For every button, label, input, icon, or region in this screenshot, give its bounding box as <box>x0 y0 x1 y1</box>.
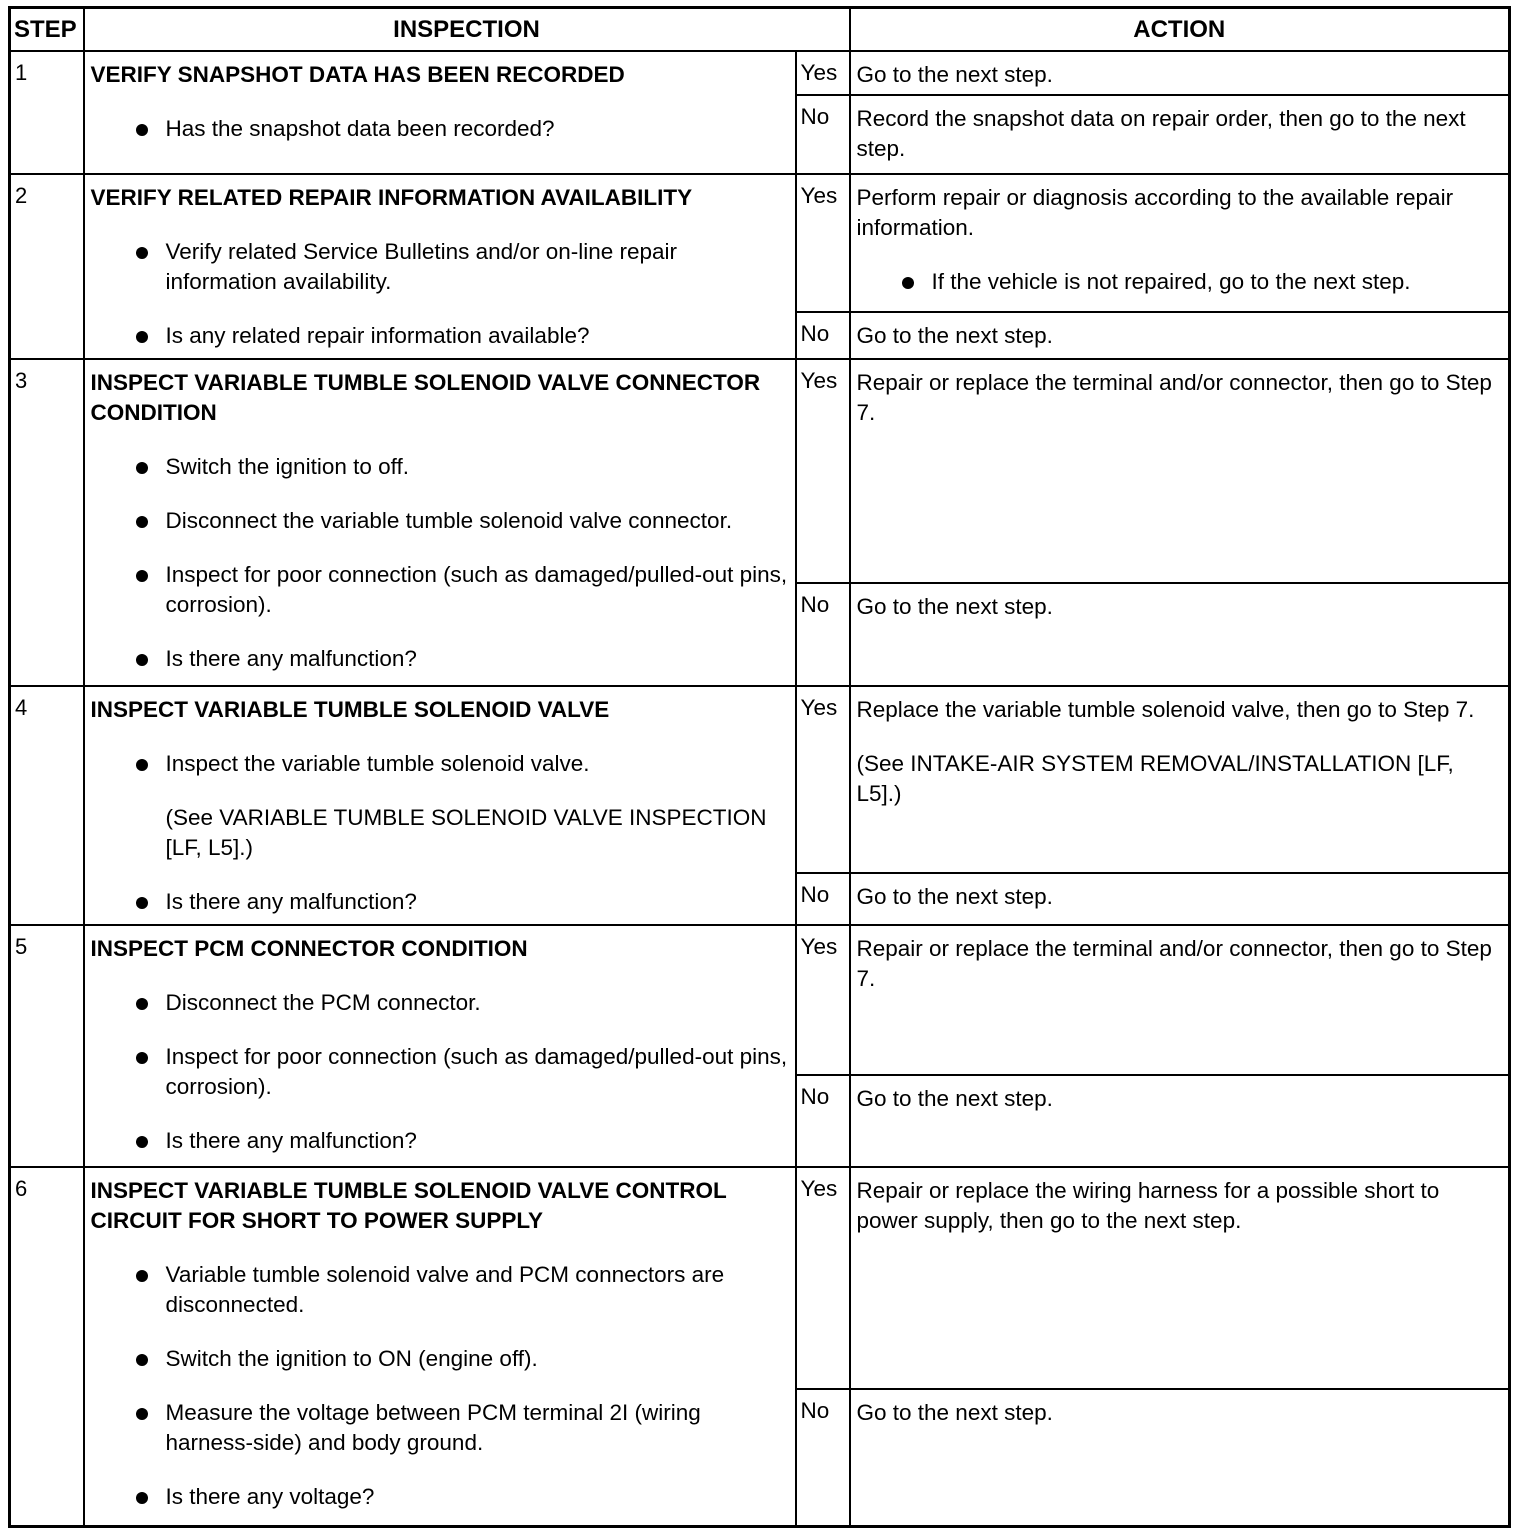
no-label: No <box>796 312 850 359</box>
inspection-bullet: Is there any malfunction? <box>91 644 789 674</box>
step-number: 4 <box>10 686 84 925</box>
inspection-bullet: Switch the ignition to ON (engine off). <box>91 1344 789 1374</box>
step-number: 5 <box>10 925 84 1167</box>
yes-action: Repair or replace the terminal and/or connector, then go to Step 7. <box>850 359 1510 583</box>
inspection-title: VERIFY RELATED REPAIR INFORMATION AVAILABILITY <box>90 185 693 211</box>
inspection-bullets <box>91 887 789 917</box>
yes-action-bullet: If the vehicle is not repaired, go to the next step. <box>857 267 1501 297</box>
inspection-bullets <box>91 237 789 351</box>
yes-action: Perform repair or diagnosis according to the available repair information. <box>856 185 1454 241</box>
inspection-bullet: Inspect for poor connection (such as damaged/pulled-out pins, corrosion). <box>91 560 789 620</box>
yes-action: Repair or replace the terminal and/or connector, then go to Step 7. <box>850 925 1510 1075</box>
inspection-bullets <box>91 749 789 779</box>
no-action: Go to the next step. <box>850 873 1510 925</box>
inspection-note: (See VARIABLE TUMBLE SOLENOID VALVE INSPECTION [LF, L5].) <box>165 804 767 860</box>
no-action: Record the snapshot data on repair order, then go to the next step. <box>850 95 1510 174</box>
inspection-title: VERIFY SNAPSHOT DATA HAS BEEN RECORDED <box>90 62 625 87</box>
yes-action: Go to the next step. <box>850 51 1510 95</box>
inspection-bullet: Has the snapshot data been recorded? <box>91 114 789 144</box>
step-4-yes-row <box>10 686 1510 873</box>
inspection-bullet: Inspect for poor connection (such as damaged/pulled-out pins, corrosion). <box>91 1042 789 1102</box>
inspection-title: INSPECT VARIABLE TUMBLE SOLENOID VALVE <box>90 696 610 722</box>
step-5-yes-row <box>10 925 1510 1075</box>
inspection-bullet: Switch the ignition to off. <box>91 452 789 482</box>
yes-label: Yes <box>796 51 850 95</box>
inspection-bullets <box>91 988 789 1156</box>
step-3-yes-row <box>10 359 1510 583</box>
inspection-title: INSPECT VARIABLE TUMBLE SOLENOID VALVE CONNECTOR CONDITION <box>90 370 761 426</box>
yes-action-note: (See INTAKE-AIR SYSTEM REMOVAL/INSTALLATION [LF, L5].) <box>856 750 1454 806</box>
inspection-cell <box>84 1167 796 1526</box>
step-1-yes-row <box>10 51 1510 95</box>
yes-label: Yes <box>796 1167 850 1389</box>
inspection-cell <box>84 51 796 174</box>
inspection-title: INSPECT VARIABLE TUMBLE SOLENOID VALVE CONTROL CIRCUIT FOR SHORT TO POWER SUPPLY <box>90 1178 727 1234</box>
inspection-bullet: Verify related Service Bulletins and/or on-line repair information availability. <box>91 237 789 297</box>
inspection-title: INSPECT PCM CONNECTOR CONDITION <box>90 936 528 962</box>
no-action: Go to the next step. <box>850 1389 1510 1526</box>
header-row <box>10 8 1510 52</box>
step-2-yes-row <box>10 174 1510 312</box>
inspection-bullets <box>91 452 789 674</box>
inspection-cell <box>84 686 796 925</box>
inspection-bullet: Variable tumble solenoid valve and PCM connectors are disconnected. <box>91 1260 789 1320</box>
inspection-bullet: Is any related repair information available? <box>91 321 789 351</box>
step-number: 6 <box>10 1167 84 1526</box>
inspection-bullet: Inspect the variable tumble solenoid valve. <box>91 749 789 779</box>
step-number: 3 <box>10 359 84 686</box>
inspection-bullet: Disconnect the variable tumble solenoid valve connector. <box>91 506 789 536</box>
no-label: No <box>796 873 850 925</box>
inspection-bullets <box>91 1260 789 1512</box>
no-label: No <box>796 583 850 686</box>
inspection-bullet: Is there any voltage? <box>91 1482 789 1512</box>
yes-label: Yes <box>796 686 850 873</box>
yes-action-cell <box>850 686 1510 873</box>
yes-action: Repair or replace the wiring harness for a possible short to power supply, then go to the next step. <box>850 1167 1510 1389</box>
yes-label: Yes <box>796 359 850 583</box>
inspection-cell <box>84 925 796 1167</box>
header-inspection: INSPECTION <box>84 8 850 52</box>
inspection-bullet: Is there any malfunction? <box>91 887 789 917</box>
yes-label: Yes <box>796 174 850 312</box>
step-6-yes-row <box>10 1167 1510 1389</box>
inspection-bullet: Disconnect the PCM connector. <box>91 988 789 1018</box>
no-label: No <box>796 95 850 174</box>
inspection-bullet: Is there any malfunction? <box>91 1126 789 1156</box>
inspection-cell <box>84 359 796 686</box>
no-action: Go to the next step. <box>850 583 1510 686</box>
no-action: Go to the next step. <box>850 1075 1510 1167</box>
inspection-bullets <box>91 114 789 144</box>
step-number: 2 <box>10 174 84 359</box>
no-action: Go to the next step. <box>850 312 1510 359</box>
step-number: 1 <box>10 51 84 174</box>
inspection-bullet: Measure the voltage between PCM terminal 2I (wiring harness-side) and body ground. <box>91 1398 789 1458</box>
inspection-cell <box>84 174 796 359</box>
diagnostic-table <box>8 6 1511 1528</box>
yes-action-cell <box>850 174 1510 312</box>
yes-label: Yes <box>796 925 850 1075</box>
yes-action: Replace the variable tumble solenoid valve, then go to Step 7. <box>856 696 1475 722</box>
no-label: No <box>796 1075 850 1167</box>
header-action: ACTION <box>850 8 1510 52</box>
header-step: STEP <box>10 8 84 52</box>
no-label: No <box>796 1389 850 1526</box>
